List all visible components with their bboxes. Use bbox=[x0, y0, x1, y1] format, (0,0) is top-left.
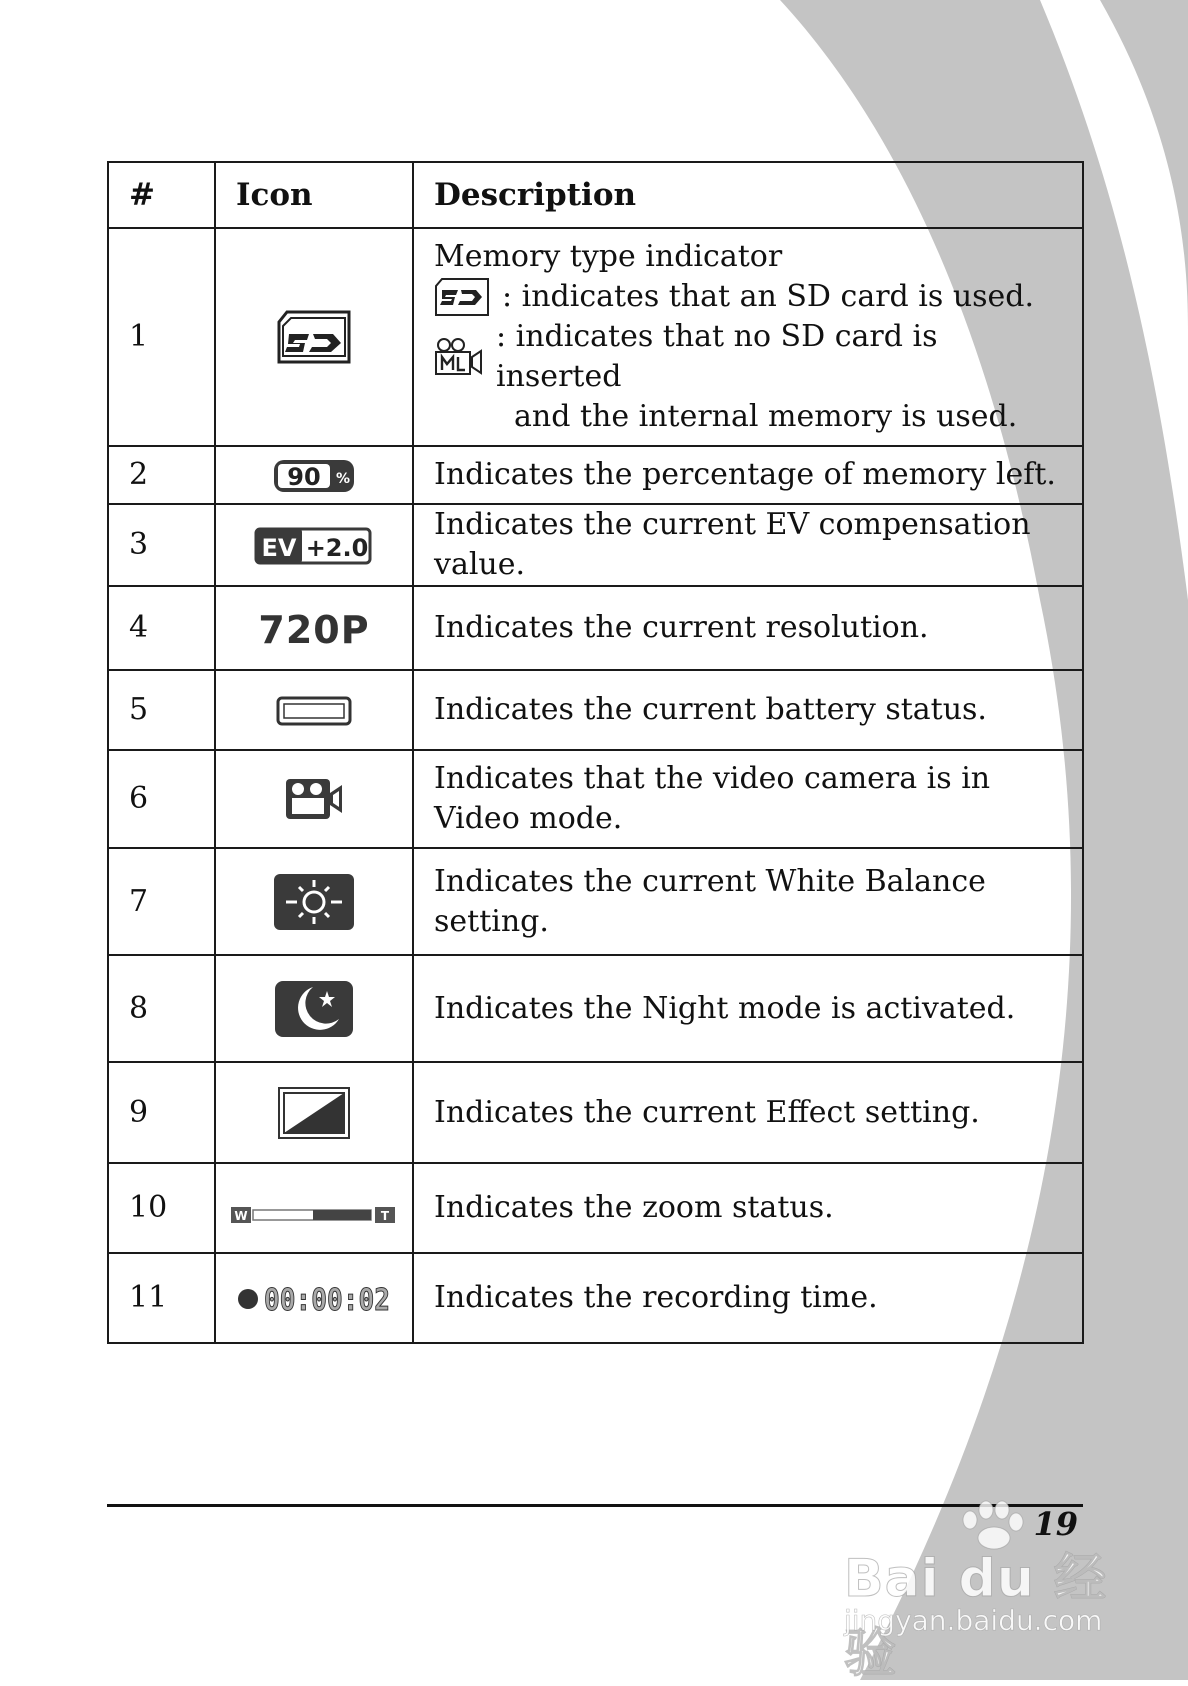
zoom-wide-label: W bbox=[234, 1209, 248, 1223]
battery-icon bbox=[276, 695, 352, 727]
zoom-tele-label: T bbox=[380, 1209, 390, 1223]
icon-cell bbox=[215, 228, 413, 446]
row-number: 11 bbox=[108, 1253, 215, 1343]
row-description: Indicates the zoom status. bbox=[413, 1163, 1083, 1253]
row-number: 2 bbox=[108, 446, 215, 504]
row-number: 4 bbox=[108, 586, 215, 670]
row-number: 8 bbox=[108, 955, 215, 1062]
icon-cell bbox=[215, 1163, 413, 1253]
row-description: Indicates the current resolution. bbox=[413, 586, 1083, 670]
recording-time-value: 00:00:02 bbox=[264, 1282, 390, 1318]
table-row bbox=[108, 955, 1083, 1062]
sd-card-icon bbox=[275, 310, 353, 364]
recording-time-icon bbox=[234, 1279, 394, 1319]
row-description: Indicates the current Effect setting. bbox=[413, 1062, 1083, 1163]
table-row bbox=[108, 848, 1083, 955]
memory-type-title: Memory type indicator bbox=[434, 239, 783, 274]
table-row bbox=[108, 750, 1083, 848]
resolution-value: 720P bbox=[258, 608, 370, 652]
resolution-icon bbox=[249, 607, 379, 652]
video-camera-icon bbox=[284, 777, 344, 821]
row-description: Indicates the current EV compensation value. bbox=[413, 504, 1083, 586]
icon-cell bbox=[215, 750, 413, 848]
row-description bbox=[413, 228, 1083, 446]
effect-icon bbox=[277, 1086, 351, 1140]
row-number: 6 bbox=[108, 750, 215, 848]
internal-memory-text: : indicates that no SD card is inserted bbox=[496, 319, 938, 394]
header-icon: Icon bbox=[215, 162, 413, 228]
icon-cell bbox=[215, 504, 413, 586]
watermark-url: jingyan.baidu.com bbox=[844, 1604, 1103, 1637]
row-description: Indicates the current battery status. bbox=[413, 670, 1083, 750]
record-dot-icon bbox=[238, 1289, 258, 1309]
zoom-bar-icon bbox=[229, 1202, 399, 1226]
watermark-brand: Bai du 经验 bbox=[844, 1549, 1107, 1684]
row-description: Indicates the current White Balance setting. bbox=[413, 848, 1083, 955]
table-row bbox=[108, 1253, 1083, 1343]
icon-cell bbox=[215, 670, 413, 750]
row-description: Indicates that the video camera is in Video mode. bbox=[413, 750, 1083, 848]
night-mode-icon bbox=[273, 979, 355, 1039]
table-row bbox=[108, 586, 1083, 670]
header-number: # bbox=[108, 162, 215, 228]
icon-cell bbox=[215, 1253, 413, 1343]
internal-memory-icon bbox=[434, 337, 484, 377]
icon-cell bbox=[215, 1062, 413, 1163]
header-description: Description bbox=[413, 162, 1083, 228]
memory-percent-value: 90 bbox=[287, 463, 321, 491]
row-description: Indicates the recording time. bbox=[413, 1253, 1083, 1343]
icon-cell bbox=[215, 848, 413, 955]
icon-cell bbox=[215, 955, 413, 1062]
table-row bbox=[108, 228, 1083, 446]
table-header-row bbox=[108, 162, 1083, 228]
table-row bbox=[108, 1163, 1083, 1253]
sd-card-line bbox=[434, 277, 1062, 317]
sd-card-icon bbox=[434, 278, 490, 316]
sd-card-text: : indicates that an SD card is used. bbox=[502, 279, 1035, 314]
row-number: 10 bbox=[108, 1163, 215, 1253]
table-row bbox=[108, 670, 1083, 750]
row-number: 7 bbox=[108, 848, 215, 955]
row-description: Indicates the Night mode is activated. bbox=[413, 955, 1083, 1062]
row-number: 5 bbox=[108, 670, 215, 750]
page-number: 19 bbox=[1033, 1505, 1078, 1543]
icon-cell bbox=[215, 446, 413, 504]
baidu-watermark bbox=[840, 1500, 1130, 1684]
icon-description-table bbox=[107, 161, 1084, 1344]
ev-label: EV bbox=[261, 533, 297, 562]
row-number: 3 bbox=[108, 504, 215, 586]
white-balance-sun-icon bbox=[272, 872, 356, 932]
table-row bbox=[108, 446, 1083, 504]
ev-value: +2.0 bbox=[305, 533, 369, 562]
internal-memory-text-continued: and the internal memory is used. bbox=[514, 399, 1018, 434]
table-row bbox=[108, 504, 1083, 586]
memory-percent-unit: % bbox=[335, 471, 351, 487]
memory-percent-icon bbox=[272, 458, 356, 494]
ev-compensation-icon bbox=[254, 526, 374, 566]
row-number: 1 bbox=[108, 228, 215, 446]
row-description: Indicates the percentage of memory left. bbox=[413, 446, 1083, 504]
row-number: 9 bbox=[108, 1062, 215, 1163]
icon-cell bbox=[215, 586, 413, 670]
internal-memory-line bbox=[434, 317, 1062, 397]
table-row bbox=[108, 1062, 1083, 1163]
